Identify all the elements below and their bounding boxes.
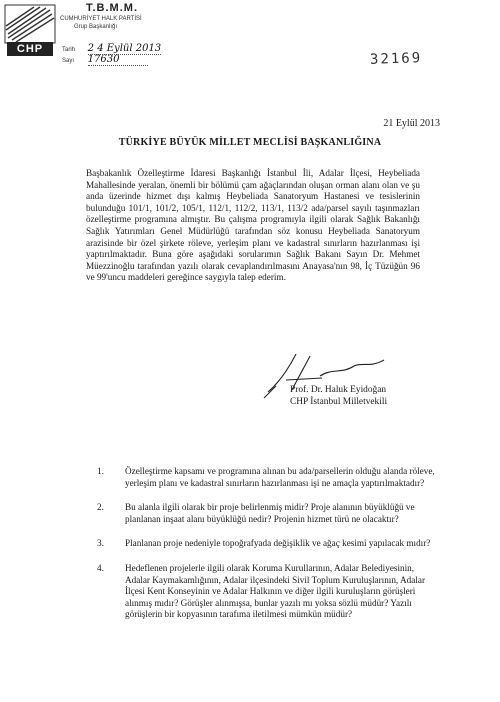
letter-body: [86, 168, 420, 284]
question-item: [97, 502, 437, 525]
signatory: [290, 385, 387, 408]
date-label: Tarih: [62, 47, 76, 53]
registry-stamp-number: 32169: [369, 50, 423, 68]
institution-name: T.B.M.M.: [86, 2, 138, 14]
question-item: [97, 538, 437, 550]
logo-text: CHP: [7, 42, 53, 56]
group-name: Grup Başkanlığı: [74, 24, 118, 30]
party-name: CUMHURİYET HALK PARTİSİ: [60, 16, 142, 22]
question-text: Özelleştirme kapsamı ve programına alınan bu ada/parsellerin olduğu alanda röleve, yerleşim planı ve kadastral sınırların hazırlanması işi ne amaçla yaptırılmaktadır?: [125, 466, 435, 488]
question-item: [97, 466, 437, 489]
chp-logo: [4, 4, 56, 58]
question-number: 2.: [97, 502, 104, 513]
signatory-name: Prof. Dr. Haluk Eyidoğan: [290, 385, 387, 395]
question-text: Bu alanla ilgili olarak bir proje belirlenmiş midir? Proje alanının büyüklüğü ve planlanan inşaat alanı büyüklüğü nedir? Projenin hizmet türü ne olacaktır?: [125, 502, 415, 524]
question-number: 1.: [97, 466, 104, 476]
date-value: 2 4 Eylül 2013: [87, 43, 162, 54]
number-label: Sayı: [62, 58, 75, 64]
recipient-title: TÜRKİYE BÜYÜK MİLLET MECLİSİ BAŞKANLIĞINA: [118, 137, 382, 148]
number-row: [62, 54, 148, 66]
question-text: Planlanan proje nedeniyle topoğrafyada değişiklik ve ağaç kesimi yapılacak mıdır?: [125, 538, 431, 549]
signatory-title: CHP İstanbul Milletvekili: [290, 396, 388, 407]
question-list: [97, 466, 437, 634]
question-text: Hedeflenen projelerle ilgili olarak Koruma Kurullarının, Adalar Belediyesinin, Adalar Kaymakamlığının, Adalar ilçesindeki Sivil Toplum Kuruluşlarının, Adalar İlçesi Kent Konseyinin ve Adalar Halkının ve diğer ilgili kuruluşların görüşleri alınmış mıdır? Görüşler alınmışsa, bunlar yazılı mı yoksa sözlü müdür? Yazılı görüşlerin bir kopyasının tarafıma iletilmesi mümkün müdür?: [125, 562, 426, 620]
six-arrows-emblem-icon: [4, 4, 56, 44]
question-number: 4.: [97, 562, 104, 573]
body-paragraph: Başbakanlık Özelleştirme İdaresi Başkanlığı İstanbul İli, Adalar İlçesi, Heybeliada Mahallesinde yeralan, önemli bir bölümü çam ağaçlarından oluşan orman alanı olan ve şu anda üzerinde hizmet dışı kalmış Heybeliada Sanatoryum Hastanesi ve tesislerinin bulunduğu 101/1, 101/2, 105/1, 112/1, 112/2, 113/1, 113/2 ada/parsel sayılı taşınmazları özelleştirme programına almıştır. Bu çalışma programıyla ilgili olarak Sağlık Bakanlığı Sağlık Yatırımları Genel Müdürlüğü tarafından söz konusu Heybeliada Sanatoryum arazisinde bir özel şirkete röleve, yerleşim planı ve kadastral sınırların hazırlanması işi yaptırılmaktadır. Buna göre aşağıdaki sorularımın Sağlık Bakanı Sayın Dr. Mehmet Müezzinoğlu tarafından yazılı olarak cevaplandırılmasını Anayasa'nın 98, İç Tüzüğün 96 ve 99'uncu maddeleri gereğince saygıyla talep ederim.: [86, 168, 420, 283]
letter-date: 21 Eylül 2013: [383, 118, 440, 129]
number-value: 17630: [88, 54, 148, 66]
question-number: 3.: [97, 538, 104, 549]
question-item: [97, 563, 437, 621]
